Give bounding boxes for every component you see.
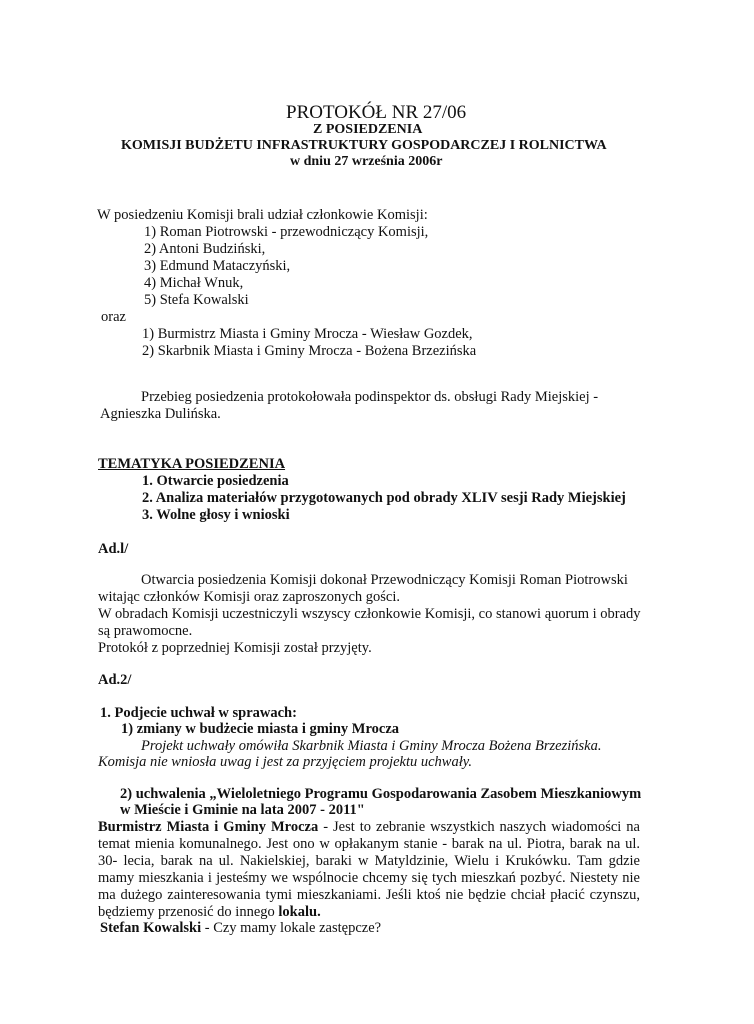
ad1-heading: Ad.l/ <box>98 541 129 557</box>
guest-item: 1) Burmistrz Miasta i Gminy Mrocza - Wiesław Gozdek, <box>142 326 473 342</box>
oraz-label: oraz <box>101 309 126 325</box>
member-item: 5) Stefa Kowalski <box>144 292 249 308</box>
speech-line: mamy mieszkania i jesteśmy we wspólnocie chcemy się tych mieszkań pozbyć. Niestety nie <box>98 870 640 886</box>
ad2-sub-1: 1) zmiany w budżecie miasta i gminy Mrocza <box>121 721 400 737</box>
speech-line: ma dużego zainteresowania tymi mieszkaniami. Jeśli ktoś nie będzie chciał płacić czynszu, <box>98 887 640 903</box>
member-item: 3) Edmund Mataczyński, <box>144 258 291 274</box>
committee-name: KOMISJI BUDŻETU INFRASTRUKTURY GOSPODARCZEJ I ROLNICTWA <box>121 138 607 153</box>
ad1-line: Otwarcia posiedzenia Komisji dokonał Przewodniczący Komisji Roman Piotrowski <box>141 572 628 588</box>
ad2-sub-2-title: w Mieście i Gminie na lata 2007 - 2011" <box>120 802 365 818</box>
attendance-intro: W posiedzeniu Komisji brali udział członkowie Komisji: <box>97 207 428 223</box>
title-line-2: Z POSIEDZENIA <box>313 122 423 137</box>
ad1-line: są prawomocne. <box>98 623 193 639</box>
speech-line: temat mienia komunalnego. Jest ono w opłakanym stanie - barak na ul. Piotra, barak na ul. <box>98 836 640 852</box>
speech-first-line <box>98 820 640 835</box>
ad1-line: Protokół z poprzedniej Komisji został przyjęty. <box>98 640 372 656</box>
agenda-item: 1. Otwarcie posiedzenia <box>142 473 289 489</box>
recorder-line-2: Agnieszka Dulińska. <box>100 406 221 422</box>
member-item: 4) Michał Wnuk, <box>144 275 244 291</box>
document-title: PROTOKÓŁ NR 27/06 <box>286 102 467 123</box>
speech-text-bold: lokalu. <box>278 904 321 920</box>
ad2-heading: Ad.2/ <box>98 672 132 688</box>
speech-text: będziemy przenosić do innego <box>98 904 279 920</box>
ad2-sub-2-title: 2) uchwalenia „Wieloletniego Programu Gospodarowania Zasobem Mieszkaniowym <box>120 786 642 802</box>
member-item: 1) Roman Piotrowski - przewodniczący Komisji, <box>144 224 429 240</box>
ad2-point-1: 1. Podjecie uchwał w sprawach: <box>100 705 297 721</box>
meeting-date: w dniu 27 września 2006r <box>290 154 443 169</box>
member-item: 2) Antoni Budziński, <box>144 241 266 257</box>
agenda-item: 3. Wolne głosy i wnioski <box>142 507 290 523</box>
recorder-line-1: Przebieg posiedzenia protokołowała podinspektor ds. obsługi Rady Miejskiej - <box>141 389 599 405</box>
speech-text: - Czy mamy lokale zastępcze? <box>201 920 382 936</box>
speaker-name: Burmistrz Miasta i Gminy Mrocza <box>98 819 319 835</box>
speech-text: - Jest to zebranie wszystkich naszych wiadomości na <box>318 819 640 835</box>
ad2-sub-1-note: Komisja nie wniosła uwag i jest za przyjęciem projektu uchwały. <box>98 754 473 770</box>
speech-line: 30- lecia, barak na ul. Nakielskiej, baraki w Matyldzinie, Wielu i Krukówku. Tam gdzie <box>98 853 640 869</box>
ad1-line: witając członków Komisji oraz zaproszonych gości. <box>98 589 400 605</box>
agenda-heading: TEMATYKA POSIEDZENIA <box>98 456 286 472</box>
speech-last-line <box>98 905 321 920</box>
speech-2-line <box>100 921 381 936</box>
ad1-line: W obradach Komisji uczestniczyli wszyscy członkowie Komisji, co stanowi ąuorum i obrady <box>98 606 641 622</box>
agenda-item: 2. Analiza materiałów przygotowanych pod obrady XLIV sesji Rady Miejskiej <box>142 490 626 506</box>
guest-item: 2) Skarbnik Miasta i Gminy Mrocza - Bożena Brzezińska <box>142 343 477 359</box>
speaker-name: Stefan Kowalski <box>100 920 202 936</box>
ad2-sub-1-note: Projekt uchwały omówiła Skarbnik Miasta i Gminy Mrocza Bożena Brzezińska. <box>141 738 602 754</box>
